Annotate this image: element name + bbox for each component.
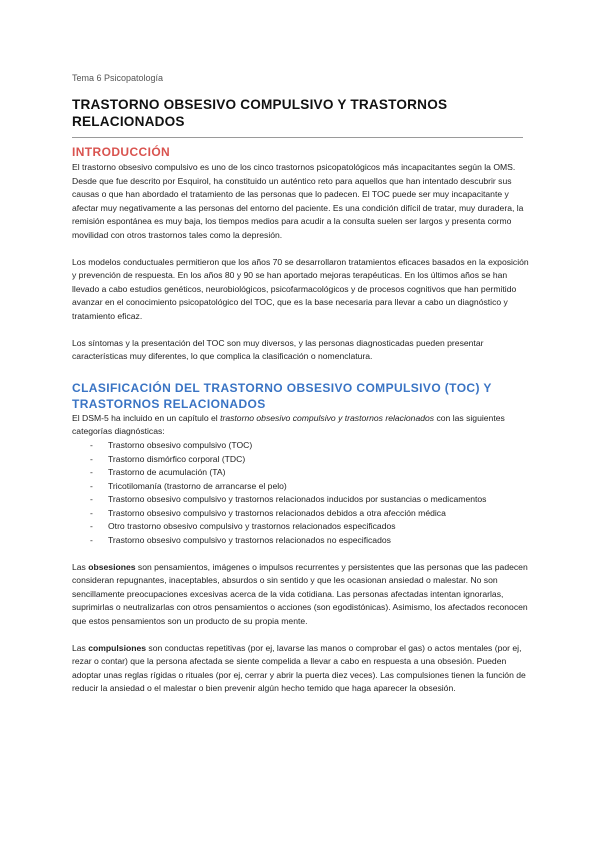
list-item: - Trastorno obsesivo compulsivo y trastornos relacionados no especificados [72, 534, 530, 548]
list-item: - Trastorno obsesivo compulsivo (TOC) [72, 439, 530, 453]
lead-text: El DSM-5 ha incluido en un capítulo el [72, 412, 221, 423]
list-item: - Trastorno dismórfico corporal (TDC) [72, 453, 530, 467]
document-body [72, 144, 530, 696]
title-divider [72, 137, 523, 138]
section-heading-clasificacion: CLASIFICACIÓN DEL TRASTORNO OBSESIVO COMPULSIVO (TOC) Y TRASTORNOS RELACIONADOS [72, 380, 492, 411]
dsm5-lead-paragraph [72, 412, 530, 439]
obsesiones-paragraph [72, 561, 530, 629]
list-item: - Tricotilomanía (trastorno de arrancarse el pelo) [72, 480, 530, 494]
compulsiones-paragraph [72, 642, 530, 696]
list-item: - Trastorno obsesivo compulsivo y trastornos relacionados debidos a otra afección médica [72, 507, 530, 521]
intro-paragraph-3: Los síntomas y la presentación del TOC son muy diversos, y las personas diagnosticadas pueden presentar características muy diferentes, lo que complica la clasificación o nomenclatura. [72, 337, 484, 362]
intro-paragraph-2: Los modelos conductuales permitieron que los años 70 se desarrollaron tratamientos eficaces basados en la exposición y prevención de respuesta. En los años 80 y 90 se han aportado mejoras terapéuticas. En los últimos años se han llevado a cabo estudios genéticos, neurobiológicos, psicofarmacológicos y de procesos cognitivos que han permitido avanzar en el conocimiento psicopatológico del TOC, que es la base necesaria para llevar a cabo un diagnóstico y tratamiento eficaz. [72, 256, 529, 321]
obs-bold-term: obsesiones [88, 561, 136, 572]
list-item: - Trastorno de acumulación (TA) [72, 466, 530, 480]
section-heading-introduccion: INTRODUCCIÓN [72, 145, 171, 159]
page-header: Tema 6 Psicopatología [72, 73, 164, 83]
list-item: - Trastorno obsesivo compulsivo y trastornos relacionados inducidos por sustancias o medicamentos [72, 493, 530, 507]
obs-text: Las [72, 561, 89, 572]
comp-text: Las [72, 642, 89, 653]
list-item: - Otro trastorno obsesivo compulsivo y trastornos relacionados especificados [72, 520, 530, 534]
lead-text-end: con las siguientes categorías diagnósticas: [72, 412, 505, 437]
intro-paragraph-1: El trastorno obsesivo compulsivo es uno de los cinco trastornos psicopatológicos más incapacitantes según la OMS. Desde que fue descrito por Esquirol, ha constituido un auténtico reto para aquellos que han intentado descubrir sus causas o que han abordado el tratamiento de las personas que lo padecen. El TOC puede ser muy incapacitante y afectar muy negativamente a las personas del entorno del paciente. Es una condición difícil de tratar, muy duradera, la remisión espontánea es muy baja, los tiempos medios para acudir a la consulta suelen ser largos y presenta cormo movilidad con otros trastornos tales como la depresión. [72, 162, 524, 240]
obs-text-end: son pensamientos, imágenes o impulsos recurrentes y persistentes que las personas que las padecen consideran repugnantes, inaceptables, absurdos o sin sentido y que les ocasionan ansiedad o malestar. No son sencillamente preocupaciones excesivas acerca de la vida cotidiana. Las personas afectadas intentan ignorarlas, suprimirlas o neutralizarlas con otros pensamientos o acciones (son egodistónicas). Asimismo, los afectados reconocen que estos pensamientos son un producto de su propia mente. [72, 561, 528, 627]
comp-bold-term: compulsiones [88, 642, 147, 653]
document-title: TRASTORNO OBSESIVO COMPULSIVO Y TRASTORNOS RELACIONADOS [72, 97, 448, 129]
comp-text-end: son conductas repetitivas (por ej, lavarse las manos o comprobar el gas) o actos mentales (por ej, rezar o contar) que la persona afectada se siente compelida a llevar a cabo en respuesta a una obsesión. Pueden adoptar unas reglas rígidas o rituales (por ej, cerrar y abrir la puerta diez veces). Las compulsiones tienen la función de reducir la ansiedad o el malestar o bien prevenir algún hecho temido que haga aparecer la obsesión. [72, 642, 526, 694]
diagnostic-categories-list [72, 439, 530, 548]
lead-italic-text: trastorno obsesivo compulsivo y trastornos relacionados [220, 412, 435, 423]
